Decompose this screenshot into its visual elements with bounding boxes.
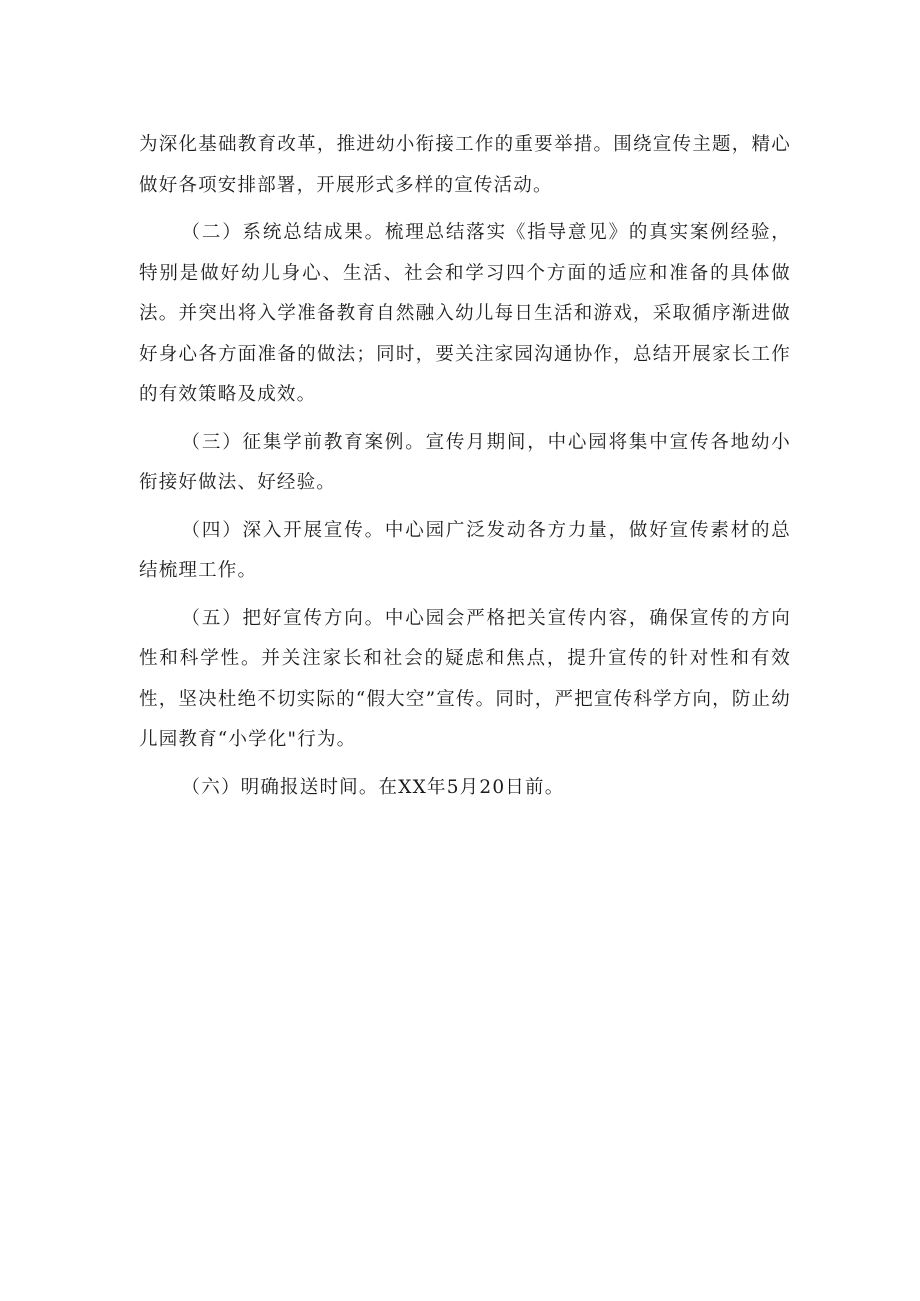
document-body (139, 125, 791, 815)
paragraph-direction: （五）把好宣传方向。中心园会严格把关宣传内容，确保宣传的方向性和科学性。并关注家长和社会的疑虑和焦点，提升宣传的针对性和有效性，坚决杜绝不切实际的“假大空”宣传。同时，严把宣传科学方向，防止幼儿园教育“小学化"行为。 (139, 607, 791, 750)
paragraph-promotion: （四）深入开展宣传。中心园广泛发动各方力量，做好宣传素材的总结梳理工作。 (139, 519, 791, 581)
paragraph-deadline: （六）明确报送时间。在XX年5月20日前。 (181, 776, 565, 798)
paragraph-continuation: 为深化基础教育改革，推进幼小衔接工作的重要举措。围绕宣传主题，精心做好各项安排部署，开展形式多样的宣传活动。 (139, 134, 791, 196)
paragraph-summarize-results: （二）系统总结成果。梳理总结落实《指导意见》的真实案例经验，特别是做好幼儿身心、生活、社会和学习四个方面的适应和准备的具体做法。并突出将入学准备教育自然融入幼儿每日生活和游戏，采取循序渐进做好身心各方面准备的做法；同时，要关注家园沟通协作，总结开展家长工作的有效策略及成效。 (139, 222, 791, 405)
paragraph-collect-cases: （三）征集学前教育案例。宣传月期间，中心园将集中宣传各地幼小衔接好做法、好经验。 (139, 431, 791, 493)
